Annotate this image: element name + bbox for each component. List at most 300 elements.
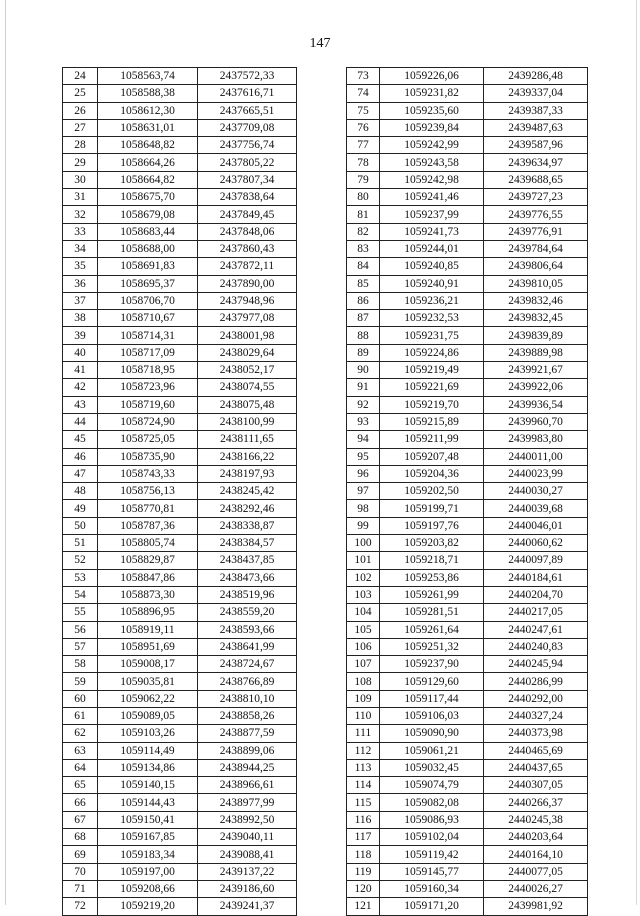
table-row: [63, 898, 297, 915]
x-coordinate-cell: 1059102,04: [380, 829, 484, 846]
point-number-cell: 86: [347, 292, 380, 309]
x-coordinate-cell: 1059144,43: [98, 794, 198, 811]
x-coordinate-cell: 1058718,95: [98, 362, 198, 379]
point-number-cell: 56: [63, 621, 98, 638]
y-coordinate-cell: 2439806,64: [484, 258, 588, 275]
x-coordinate-cell: 1059140,15: [98, 777, 198, 794]
y-coordinate-cell: 2439727,23: [484, 189, 588, 206]
table-row: [63, 794, 297, 811]
table-row: [347, 483, 588, 500]
x-coordinate-cell: 1059251,32: [380, 638, 484, 655]
y-coordinate-cell: 2437709,08: [198, 119, 297, 136]
point-number-cell: 116: [347, 811, 380, 828]
point-number-cell: 72: [63, 898, 98, 915]
point-number-cell: 54: [63, 586, 98, 603]
y-coordinate-cell: 2437807,34: [198, 171, 297, 188]
point-number-cell: 50: [63, 517, 98, 534]
point-number-cell: 55: [63, 604, 98, 621]
table-row: [63, 85, 297, 102]
y-coordinate-cell: 2437616,71: [198, 85, 297, 102]
x-coordinate-cell: 1059090,90: [380, 725, 484, 742]
x-coordinate-cell: 1059215,89: [380, 413, 484, 430]
table-row: [63, 292, 297, 309]
y-coordinate-cell: 2438559,20: [198, 604, 297, 621]
point-number-cell: 41: [63, 362, 98, 379]
point-number-cell: 33: [63, 223, 98, 240]
point-number-cell: 62: [63, 725, 98, 742]
x-coordinate-cell: 1058847,86: [98, 569, 198, 586]
x-coordinate-cell: 1059150,41: [98, 811, 198, 828]
point-number-cell: 59: [63, 673, 98, 690]
y-coordinate-cell: 2437756,74: [198, 137, 297, 154]
table-row: [347, 500, 588, 517]
x-coordinate-cell: 1058735,90: [98, 448, 198, 465]
point-number-cell: 30: [63, 171, 98, 188]
table-row: [63, 517, 297, 534]
table-row: [347, 829, 588, 846]
point-number-cell: 36: [63, 275, 98, 292]
y-coordinate-cell: 2438810,10: [198, 690, 297, 707]
y-coordinate-cell: 2440077,05: [484, 863, 588, 880]
point-number-cell: 45: [63, 431, 98, 448]
y-coordinate-cell: 2440247,61: [484, 621, 588, 638]
point-number-cell: 31: [63, 189, 98, 206]
x-coordinate-cell: 1058706,70: [98, 292, 198, 309]
table-row: [347, 68, 588, 85]
point-number-cell: 97: [347, 483, 380, 500]
table-row: [347, 794, 588, 811]
table-row: [63, 240, 297, 257]
table-row: [347, 223, 588, 240]
x-coordinate-cell: 1059242,98: [380, 171, 484, 188]
x-coordinate-cell: 1058588,38: [98, 85, 198, 102]
y-coordinate-cell: 2439983,80: [484, 431, 588, 448]
x-coordinate-cell: 1059167,85: [98, 829, 198, 846]
point-number-cell: 32: [63, 206, 98, 223]
y-coordinate-cell: 2438197,93: [198, 465, 297, 482]
table-row: [63, 189, 297, 206]
x-coordinate-cell: 1059089,05: [98, 707, 198, 724]
x-coordinate-cell: 1059199,71: [380, 500, 484, 517]
point-number-cell: 118: [347, 846, 380, 863]
table-row: [347, 431, 588, 448]
point-number-cell: 75: [347, 102, 380, 119]
x-coordinate-cell: 1058675,70: [98, 189, 198, 206]
x-coordinate-cell: 1059129,60: [380, 673, 484, 690]
point-number-cell: 76: [347, 119, 380, 136]
y-coordinate-cell: 2440097,89: [484, 552, 588, 569]
point-number-cell: 58: [63, 656, 98, 673]
x-coordinate-cell: 1058725,05: [98, 431, 198, 448]
point-number-cell: 112: [347, 742, 380, 759]
table-row: [347, 275, 588, 292]
y-coordinate-cell: 2437948,96: [198, 292, 297, 309]
y-coordinate-cell: 2439487,63: [484, 119, 588, 136]
point-number-cell: 51: [63, 535, 98, 552]
y-coordinate-cell: 2440217,05: [484, 604, 588, 621]
point-number-cell: 90: [347, 362, 380, 379]
y-coordinate-cell: 2439286,48: [484, 68, 588, 85]
x-coordinate-cell: 1059219,49: [380, 362, 484, 379]
point-number-cell: 102: [347, 569, 380, 586]
y-coordinate-cell: 2438111,65: [198, 431, 297, 448]
x-coordinate-cell: 1059240,85: [380, 258, 484, 275]
table-row: [347, 777, 588, 794]
x-coordinate-cell: 1058679,08: [98, 206, 198, 223]
point-number-cell: 68: [63, 829, 98, 846]
point-number-cell: 46: [63, 448, 98, 465]
point-number-cell: 43: [63, 396, 98, 413]
point-number-cell: 57: [63, 638, 98, 655]
table-row: [347, 517, 588, 534]
y-coordinate-cell: 2437848,06: [198, 223, 297, 240]
y-coordinate-cell: 2440286,99: [484, 673, 588, 690]
y-coordinate-cell: 2438858,26: [198, 707, 297, 724]
x-coordinate-cell: 1058787,36: [98, 517, 198, 534]
x-coordinate-cell: 1058717,09: [98, 344, 198, 361]
x-coordinate-cell: 1058631,01: [98, 119, 198, 136]
x-coordinate-cell: 1059244,01: [380, 240, 484, 257]
x-coordinate-cell: 1059204,36: [380, 465, 484, 482]
x-coordinate-cell: 1059197,76: [380, 517, 484, 534]
coordinates-table-right: [346, 67, 588, 916]
y-coordinate-cell: 2437665,51: [198, 102, 297, 119]
x-coordinate-cell: 1058829,87: [98, 552, 198, 569]
table-row: [63, 569, 297, 586]
y-coordinate-cell: 2438001,98: [198, 327, 297, 344]
x-coordinate-cell: 1059242,99: [380, 137, 484, 154]
y-coordinate-cell: 2440327,24: [484, 707, 588, 724]
y-coordinate-cell: 2439889,98: [484, 344, 588, 361]
y-coordinate-cell: 2440240,83: [484, 638, 588, 655]
y-coordinate-cell: 2438245,42: [198, 483, 297, 500]
table-row: [347, 465, 588, 482]
point-number-cell: 111: [347, 725, 380, 742]
point-number-cell: 61: [63, 707, 98, 724]
x-coordinate-cell: 1059074,79: [380, 777, 484, 794]
table-row: [63, 431, 297, 448]
y-coordinate-cell: 2440184,61: [484, 569, 588, 586]
point-number-cell: 91: [347, 379, 380, 396]
x-coordinate-cell: 1059171,20: [380, 898, 484, 915]
table-row: [63, 777, 297, 794]
x-coordinate-cell: 1059008,17: [98, 656, 198, 673]
point-number-cell: 38: [63, 310, 98, 327]
x-coordinate-cell: 1059203,82: [380, 535, 484, 552]
point-number-cell: 119: [347, 863, 380, 880]
table-row: [63, 863, 297, 880]
x-coordinate-cell: 1059261,99: [380, 586, 484, 603]
y-coordinate-cell: 2438977,99: [198, 794, 297, 811]
table-row: [63, 154, 297, 171]
table-row: [63, 880, 297, 897]
y-coordinate-cell: 2440039,68: [484, 500, 588, 517]
point-number-cell: 103: [347, 586, 380, 603]
table-row: [63, 846, 297, 863]
y-coordinate-cell: 2437977,08: [198, 310, 297, 327]
table-row: [347, 379, 588, 396]
x-coordinate-cell: 1058612,30: [98, 102, 198, 119]
x-coordinate-cell: 1059241,73: [380, 223, 484, 240]
table-row: [347, 137, 588, 154]
point-number-cell: 88: [347, 327, 380, 344]
y-coordinate-cell: 2440026,27: [484, 880, 588, 897]
y-coordinate-cell: 2439922,06: [484, 379, 588, 396]
point-number-cell: 83: [347, 240, 380, 257]
x-coordinate-cell: 1058896,95: [98, 604, 198, 621]
y-coordinate-cell: 2438473,66: [198, 569, 297, 586]
x-coordinate-cell: 1059119,42: [380, 846, 484, 863]
y-coordinate-cell: 2437890,00: [198, 275, 297, 292]
y-coordinate-cell: 2440373,98: [484, 725, 588, 742]
x-coordinate-cell: 1059082,08: [380, 794, 484, 811]
table-row: [347, 535, 588, 552]
table-row: [63, 344, 297, 361]
point-number-cell: 95: [347, 448, 380, 465]
table-row: [63, 413, 297, 430]
x-coordinate-cell: 1058770,81: [98, 500, 198, 517]
point-number-cell: 92: [347, 396, 380, 413]
table-row: [347, 102, 588, 119]
point-number-cell: 120: [347, 880, 380, 897]
table-row: [347, 292, 588, 309]
page-number: 147: [309, 36, 331, 51]
y-coordinate-cell: 2438166,22: [198, 448, 297, 465]
x-coordinate-cell: 1058688,00: [98, 240, 198, 257]
y-coordinate-cell: 2438899,06: [198, 742, 297, 759]
point-number-cell: 121: [347, 898, 380, 915]
x-coordinate-cell: 1058723,96: [98, 379, 198, 396]
point-number-cell: 64: [63, 759, 98, 776]
y-coordinate-cell: 2439921,67: [484, 362, 588, 379]
y-coordinate-cell: 2438052,17: [198, 362, 297, 379]
table-row: [347, 189, 588, 206]
y-coordinate-cell: 2440245,38: [484, 811, 588, 828]
y-coordinate-cell: 2438766,89: [198, 673, 297, 690]
table-row: [63, 483, 297, 500]
y-coordinate-cell: 2439981,92: [484, 898, 588, 915]
x-coordinate-cell: 1059221,69: [380, 379, 484, 396]
table-row: [63, 327, 297, 344]
y-coordinate-cell: 2439960,70: [484, 413, 588, 430]
table-row: [347, 310, 588, 327]
x-coordinate-cell: 1059160,34: [380, 880, 484, 897]
table-row: [63, 223, 297, 240]
point-number-cell: 47: [63, 465, 98, 482]
scan-edge-left: [5, 0, 6, 905]
point-number-cell: 65: [63, 777, 98, 794]
point-number-cell: 69: [63, 846, 98, 863]
table-row: [63, 586, 297, 603]
scan-edge-right: [636, 0, 637, 905]
y-coordinate-cell: 2438100,99: [198, 413, 297, 430]
table-row: [63, 552, 297, 569]
x-coordinate-cell: 1059281,51: [380, 604, 484, 621]
point-number-cell: 101: [347, 552, 380, 569]
y-coordinate-cell: 2439832,46: [484, 292, 588, 309]
point-number-cell: 84: [347, 258, 380, 275]
y-coordinate-cell: 2437805,22: [198, 154, 297, 171]
table-row: [347, 344, 588, 361]
point-number-cell: 34: [63, 240, 98, 257]
point-number-cell: 105: [347, 621, 380, 638]
point-number-cell: 85: [347, 275, 380, 292]
x-coordinate-cell: 1058743,33: [98, 465, 198, 482]
table-row: [63, 638, 297, 655]
table-row: [63, 742, 297, 759]
x-coordinate-cell: 1059211,99: [380, 431, 484, 448]
point-number-cell: 115: [347, 794, 380, 811]
table-row: [63, 275, 297, 292]
y-coordinate-cell: 2439832,45: [484, 310, 588, 327]
x-coordinate-cell: 1059232,53: [380, 310, 484, 327]
x-coordinate-cell: 1059243,58: [380, 154, 484, 171]
point-number-cell: 81: [347, 206, 380, 223]
y-coordinate-cell: 2439186,60: [198, 880, 297, 897]
x-coordinate-cell: 1059032,45: [380, 759, 484, 776]
x-coordinate-cell: 1059261,64: [380, 621, 484, 638]
x-coordinate-cell: 1059145,77: [380, 863, 484, 880]
table-row: [63, 811, 297, 828]
x-coordinate-cell: 1059231,75: [380, 327, 484, 344]
point-number-cell: 104: [347, 604, 380, 621]
x-coordinate-cell: 1059106,03: [380, 707, 484, 724]
table-row: [63, 604, 297, 621]
y-coordinate-cell: 2440030,27: [484, 483, 588, 500]
table-row: [63, 725, 297, 742]
x-coordinate-cell: 1059061,21: [380, 742, 484, 759]
table-row: [63, 396, 297, 413]
point-number-cell: 40: [63, 344, 98, 361]
point-number-cell: 39: [63, 327, 98, 344]
table-row: [347, 742, 588, 759]
y-coordinate-cell: 2438075,48: [198, 396, 297, 413]
y-coordinate-cell: 2437872,11: [198, 258, 297, 275]
y-coordinate-cell: 2440164,10: [484, 846, 588, 863]
point-number-cell: 114: [347, 777, 380, 794]
y-coordinate-cell: 2438877,59: [198, 725, 297, 742]
table-body-right: [347, 68, 588, 916]
x-coordinate-cell: 1059239,84: [380, 119, 484, 136]
y-coordinate-cell: 2438992,50: [198, 811, 297, 828]
y-coordinate-cell: 2439634,97: [484, 154, 588, 171]
table-row: [63, 448, 297, 465]
y-coordinate-cell: 2440046,01: [484, 517, 588, 534]
point-number-cell: 25: [63, 85, 98, 102]
point-number-cell: 27: [63, 119, 98, 136]
table-row: [347, 258, 588, 275]
table-row: [347, 569, 588, 586]
x-coordinate-cell: 1059237,99: [380, 206, 484, 223]
table-row: [347, 206, 588, 223]
point-number-cell: 82: [347, 223, 380, 240]
table-row: [347, 327, 588, 344]
table-row: [63, 500, 297, 517]
y-coordinate-cell: 2439337,04: [484, 85, 588, 102]
table-row: [347, 898, 588, 915]
point-number-cell: 79: [347, 171, 380, 188]
table-row: [347, 638, 588, 655]
table-row: [63, 206, 297, 223]
table-row: [347, 811, 588, 828]
table-row: [63, 68, 297, 85]
y-coordinate-cell: 2440023,99: [484, 465, 588, 482]
table-row: [63, 759, 297, 776]
point-number-cell: 37: [63, 292, 98, 309]
point-number-cell: 44: [63, 413, 98, 430]
table-row: [63, 379, 297, 396]
point-number-cell: 66: [63, 794, 98, 811]
table-row: [347, 552, 588, 569]
x-coordinate-cell: 1059231,82: [380, 85, 484, 102]
x-coordinate-cell: 1059117,44: [380, 690, 484, 707]
point-number-cell: 29: [63, 154, 98, 171]
y-coordinate-cell: 2440245,94: [484, 656, 588, 673]
y-coordinate-cell: 2439936,54: [484, 396, 588, 413]
x-coordinate-cell: 1059219,70: [380, 396, 484, 413]
x-coordinate-cell: 1059224,86: [380, 344, 484, 361]
y-coordinate-cell: 2438338,87: [198, 517, 297, 534]
table-row: [63, 829, 297, 846]
point-number-cell: 96: [347, 465, 380, 482]
table-row: [347, 673, 588, 690]
y-coordinate-cell: 2438384,57: [198, 535, 297, 552]
y-coordinate-cell: 2438292,46: [198, 500, 297, 517]
x-coordinate-cell: 1059219,20: [98, 898, 198, 915]
table-row: [63, 535, 297, 552]
x-coordinate-cell: 1059183,34: [98, 846, 198, 863]
point-number-cell: 77: [347, 137, 380, 154]
x-coordinate-cell: 1059240,91: [380, 275, 484, 292]
y-coordinate-cell: 2437838,64: [198, 189, 297, 206]
point-number-cell: 35: [63, 258, 98, 275]
y-coordinate-cell: 2439587,96: [484, 137, 588, 154]
x-coordinate-cell: 1058951,69: [98, 638, 198, 655]
x-coordinate-cell: 1058719,60: [98, 396, 198, 413]
point-number-cell: 78: [347, 154, 380, 171]
table-row: [347, 154, 588, 171]
point-number-cell: 63: [63, 742, 98, 759]
table-row: [347, 690, 588, 707]
x-coordinate-cell: 1058691,83: [98, 258, 198, 275]
table-row: [347, 846, 588, 863]
x-coordinate-cell: 1058714,31: [98, 327, 198, 344]
y-coordinate-cell: 2438593,66: [198, 621, 297, 638]
x-coordinate-cell: 1059207,48: [380, 448, 484, 465]
table-row: [347, 240, 588, 257]
table-row: [63, 362, 297, 379]
x-coordinate-cell: 1059134,86: [98, 759, 198, 776]
table-row: [347, 171, 588, 188]
y-coordinate-cell: 2440266,37: [484, 794, 588, 811]
x-coordinate-cell: 1058648,82: [98, 137, 198, 154]
table-row: [347, 725, 588, 742]
point-number-cell: 67: [63, 811, 98, 828]
x-coordinate-cell: 1058873,30: [98, 586, 198, 603]
point-number-cell: 42: [63, 379, 98, 396]
point-number-cell: 74: [347, 85, 380, 102]
y-coordinate-cell: 2438966,61: [198, 777, 297, 794]
table-row: [347, 707, 588, 724]
x-coordinate-cell: 1058805,74: [98, 535, 198, 552]
y-coordinate-cell: 2438641,99: [198, 638, 297, 655]
y-coordinate-cell: 2437860,43: [198, 240, 297, 257]
y-coordinate-cell: 2439387,33: [484, 102, 588, 119]
y-coordinate-cell: 2440204,70: [484, 586, 588, 603]
point-number-cell: 24: [63, 68, 98, 85]
x-coordinate-cell: 1059035,81: [98, 673, 198, 690]
y-coordinate-cell: 2439241,37: [198, 898, 297, 915]
